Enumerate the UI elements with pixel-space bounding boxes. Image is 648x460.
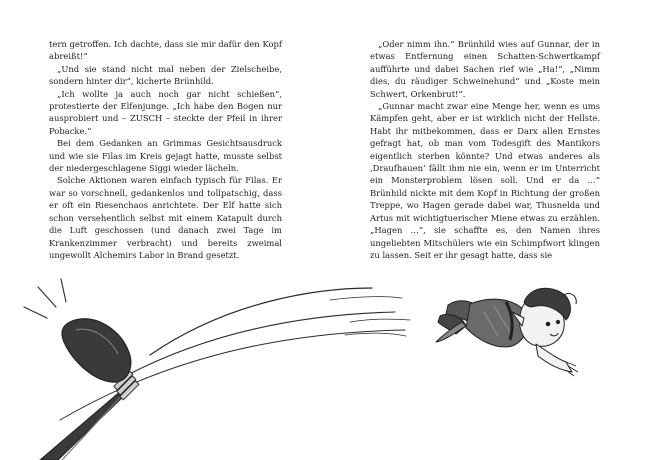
paragraph: „Gunnar macht zwar eine Menge her, wenn es ums Kämpfen geht, aber er ist wirklich nicht der Hellste. Habt ihr mitbekommen, dass er Darx allen Ernstes gefragt hat, ob man vom Todesgift des Mantikors eigentlich sterben könnte? Und etwas anderes als ‚Draufhauen‘ fällt ihm nie ein, wenn er im Unterricht ein Monsterproblem lösen soll. Und er da …“ Brünhild nickte mit dem Kopf in Richtung der großen Treppe, wo Hagen gerade dabei war, Thusnelda und Artus mit wichtigtuerischer Miene etwas zu erzählen. „Hagen …“, sie schaffte es, den Namen ihres ungeliebten Mitschülers wie ein Schimpfwort klingen zu lassen. Seit er ihr gesagt hatte, dass sie	[370, 101, 600, 260]
impact-lines	[24, 279, 66, 318]
paragraph: „Ich wollte ja auch noch gar nicht schießen“, protestierte der Elfenjunge. „Ich habe den Bogen nur ausprobiert und – ZUSCH – steckte der Pfeil in ihrer Pobacke.“	[49, 88, 282, 136]
flying-elf-figure	[436, 288, 578, 376]
paragraph: Bei dem Gedanken an Grimmas Gesichtsausdruck und wie sie Filas im Kreis gejagt hatte, musste selbst der niedergeschlagene Siggi wieder lächeln.	[49, 138, 282, 174]
catapult-arm	[40, 319, 139, 460]
paragraph: tern getroffen. Ich dachte, dass sie mir dafür den Kopf abreißt!“	[49, 39, 282, 62]
paragraph: Solche Aktionen waren einfach typisch für Filas. Er war so vorschnell, gedankenlos und tollpatschig, dass er oft ein Riesenchaos anrichtete. Der Elf hatte sich schon versehentlich selbst mit einem Katapult durch die Luft geschossen (und danach zwei Tage im Krankenzimmer verbracht) und bereits zweimal ungewollt Alchemirs Labor in Brand gesetzt.	[49, 175, 282, 260]
paragraph: „Und sie stand nicht mal neben der Zielscheibe, sondern hinter dir“, kicherte Brünhild.	[49, 63, 282, 87]
paragraph: „Oder nimm ihn.“ Brünhild wies auf Gunnar, der in etwas Entfernung einen Schatten-Schwertkampf aufführte und dabei Sachen rief wie „Ha!“, „Nimm dies, du räudiger Schweinehund“ und „Koste mein Schwert, Orkenbrut!“.	[370, 39, 600, 99]
